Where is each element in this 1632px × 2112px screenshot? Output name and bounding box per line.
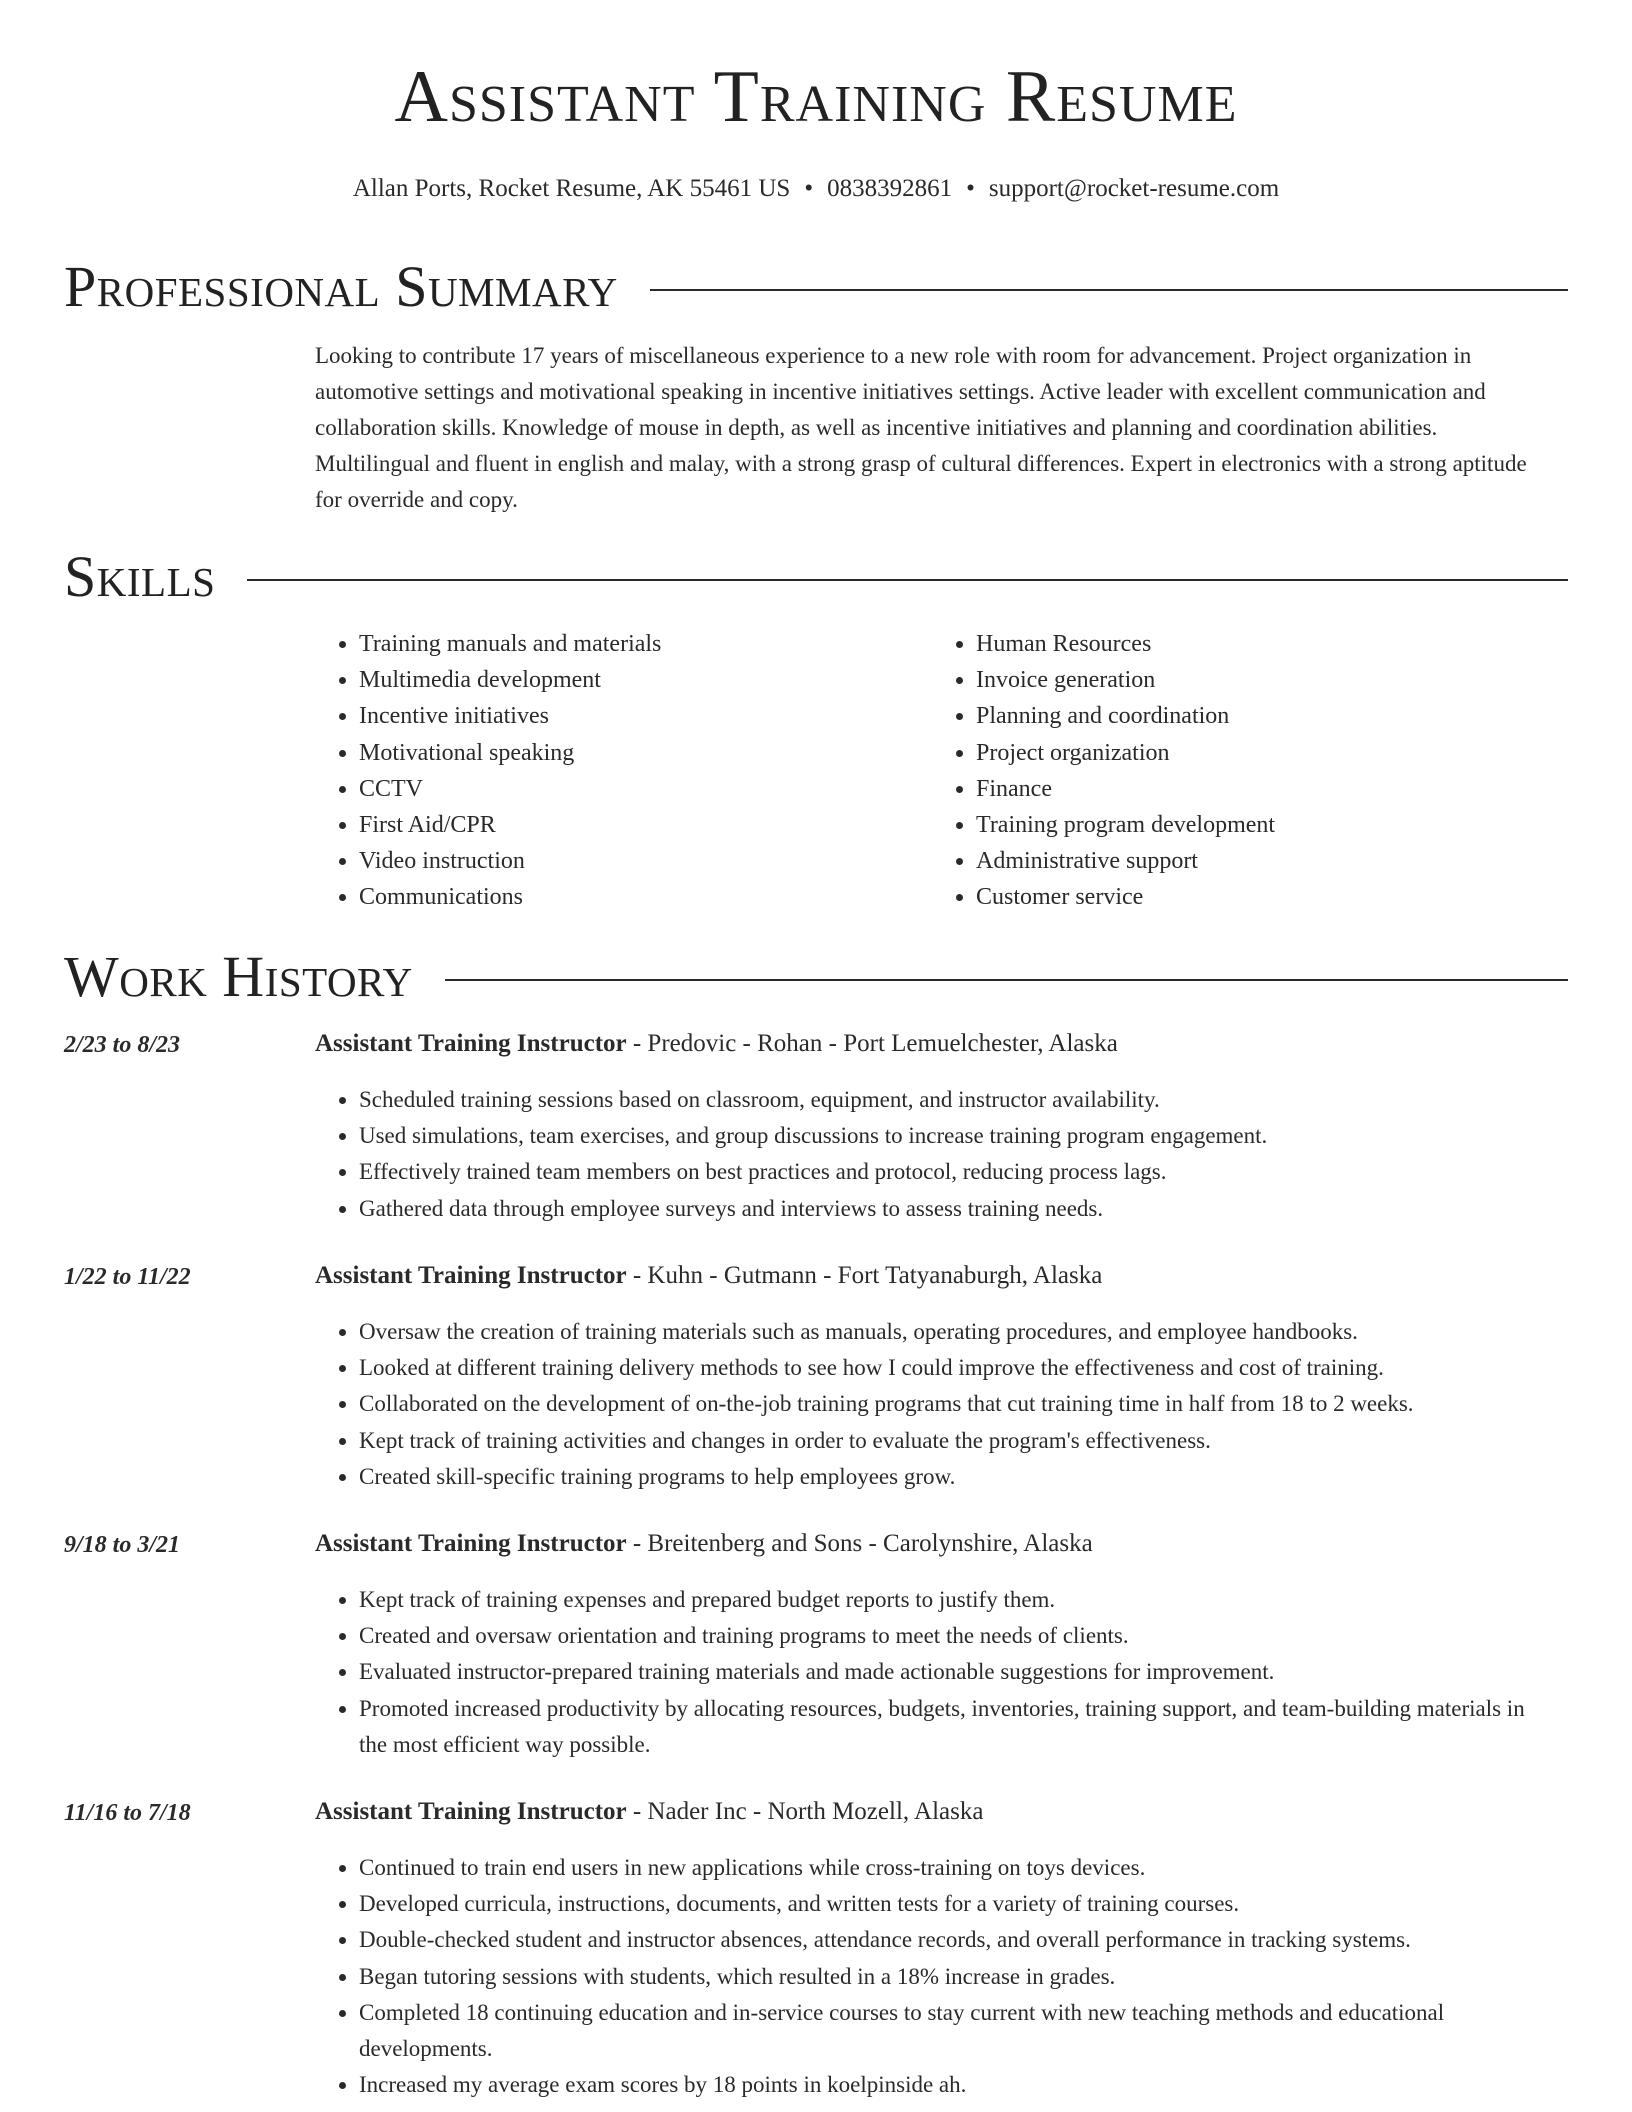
summary-section-header bbox=[64, 254, 1568, 319]
skill-item: • Multimedia development bbox=[359, 662, 661, 698]
job-bullet: • Double-checked student and instructor absences, attendance records, and overall performance in tracking systems. bbox=[359, 1922, 1548, 1958]
job-bullets bbox=[315, 1850, 1548, 2103]
section-divider bbox=[247, 579, 1568, 581]
job-dates: 11/16 to 7/18 bbox=[64, 1800, 191, 1826]
job-title: Assistant Training Instructor bbox=[315, 1262, 627, 1289]
skills-list-right bbox=[932, 626, 1275, 916]
contact-separator: • bbox=[804, 175, 814, 202]
job-title: Assistant Training Instructor bbox=[315, 1030, 627, 1057]
section-divider bbox=[445, 979, 1568, 981]
work-section-header bbox=[64, 944, 1568, 1009]
job-header bbox=[315, 1030, 1118, 1058]
skill-item: • Customer service bbox=[976, 879, 1275, 915]
job-bullet: • Oversaw the creation of training materials such as manuals, operating procedures, and employee handbooks. bbox=[359, 1314, 1548, 1350]
job-bullet: • Kept track of training activities and changes in order to evaluate the program's effectiveness. bbox=[359, 1423, 1548, 1459]
contact-email: support@rocket-resume.com bbox=[988, 175, 1280, 202]
job-title: Assistant Training Instructor bbox=[315, 1798, 627, 1825]
job-bullet: • Developed curricula, instructions, documents, and written tests for a variety of training courses. bbox=[359, 1886, 1548, 1922]
contact-phone: 0838392861 bbox=[827, 175, 953, 202]
job-bullet: • Promoted increased productivity by allocating resources, budgets, inventories, training support, and team-building materials in the most efficient way possible. bbox=[359, 1691, 1548, 1763]
job-dates: 1/22 to 11/22 bbox=[64, 1264, 191, 1290]
job-bullets bbox=[315, 1314, 1548, 1495]
job-bullet: • Continued to train end users in new applications while cross-training on toys devices. bbox=[359, 1850, 1548, 1886]
contact-line bbox=[0, 175, 1632, 203]
job-header bbox=[315, 1262, 1102, 1290]
contact-address: Allan Ports, Rocket Resume, AK 55461 US bbox=[352, 175, 791, 202]
skill-item: • Planning and coordination bbox=[976, 698, 1275, 734]
job-employer: - Kuhn - Gutmann - Fort Tatyanaburgh, Alaska bbox=[626, 1262, 1103, 1289]
contact-separator: • bbox=[966, 175, 975, 202]
skill-item: • Motivational speaking bbox=[359, 735, 661, 771]
job-employer: - Breitenberg and Sons - Carolynshire, Alaska bbox=[626, 1530, 1093, 1557]
job-bullets bbox=[315, 1082, 1548, 1227]
skill-item: • Project organization bbox=[976, 735, 1275, 771]
skill-item: • Invoice generation bbox=[976, 662, 1275, 698]
work-heading: Work History bbox=[64, 944, 413, 1009]
skill-item: • Incentive initiatives bbox=[359, 698, 661, 734]
skill-item: • Training program development bbox=[976, 807, 1275, 843]
job-bullet: • Evaluated instructor-prepared training materials and made actionable suggestions for improvement. bbox=[359, 1654, 1548, 1690]
job-bullet: • Completed 18 continuing education and in-service courses to stay current with new teaching methods and educational developments. bbox=[359, 1995, 1548, 2067]
job-header bbox=[315, 1530, 1093, 1558]
job-employer: - Nader Inc - North Mozell, Alaska bbox=[626, 1798, 984, 1825]
job-bullet: • Collaborated on the development of on-the-job training programs that cut training time in half from 18 to 2 weeks. bbox=[359, 1386, 1548, 1422]
job-bullet: • Began tutoring sessions with students, which resulted in a 18% increase in grades. bbox=[359, 1959, 1548, 1995]
summary-heading: Professional Summary bbox=[64, 254, 618, 319]
job-dates: 9/18 to 3/21 bbox=[64, 1532, 181, 1558]
job-dates: 2/23 to 8/23 bbox=[64, 1032, 181, 1058]
job-header bbox=[315, 1798, 983, 1826]
job-bullet: • Used simulations, team exercises, and group discussions to increase training program engagement. bbox=[359, 1118, 1548, 1154]
resume-title: Assistant Training Resume bbox=[394, 56, 1238, 138]
skills-heading: Skills bbox=[64, 544, 216, 609]
job-bullet: • Created and oversaw orientation and training programs to meet the needs of clients. bbox=[359, 1618, 1548, 1654]
skill-item: • Human Resources bbox=[976, 626, 1275, 662]
skill-item: • Video instruction bbox=[359, 843, 661, 879]
summary-text: Looking to contribute 17 years of miscellaneous experience to a new role with room for advancement. Project organization in automotive settings and motivational speaking in incentive initiatives settings. Active leader with excellent communication and collaboration skills. Knowledge of mouse in depth, as well as incentive initiatives and planning and coordination abilities. Multilingual and fluent in english and malay, with a strong grasp of cultural differences. Expert in electronics with a strong aptitude for override and copy. bbox=[315, 343, 1527, 512]
job-employer: - Predovic - Rohan - Port Lemuelchester, Alaska bbox=[626, 1030, 1118, 1057]
job-bullet: • Gathered data through employee surveys and interviews to assess training needs. bbox=[359, 1191, 1548, 1227]
job-bullets bbox=[315, 1582, 1548, 1763]
skill-item: • Administrative support bbox=[976, 843, 1275, 879]
skills-section-header bbox=[64, 544, 1568, 609]
job-bullet: • Created skill-specific training programs to help employees grow. bbox=[359, 1459, 1548, 1495]
job-bullet: • Scheduled training sessions based on classroom, equipment, and instructor availability. bbox=[359, 1082, 1548, 1118]
job-bullet: • Increased my average exam scores by 18 points in koelpinside ah. bbox=[359, 2067, 1548, 2103]
skill-item: • Communications bbox=[359, 879, 661, 915]
skill-item: • Finance bbox=[976, 771, 1275, 807]
job-title: Assistant Training Instructor bbox=[315, 1530, 627, 1557]
skill-item: • Training manuals and materials bbox=[359, 626, 661, 662]
job-bullet: • Kept track of training expenses and prepared budget reports to justify them. bbox=[359, 1582, 1548, 1618]
skills-list-left bbox=[315, 626, 661, 916]
job-bullet: • Effectively trained team members on best practices and protocol, reducing process lags. bbox=[359, 1154, 1548, 1190]
job-bullet: • Looked at different training delivery methods to see how I could improve the effectiveness and cost of training. bbox=[359, 1350, 1548, 1386]
skill-item: • CCTV bbox=[359, 771, 661, 807]
skill-item: • First Aid/CPR bbox=[359, 807, 661, 843]
section-divider bbox=[650, 289, 1568, 291]
